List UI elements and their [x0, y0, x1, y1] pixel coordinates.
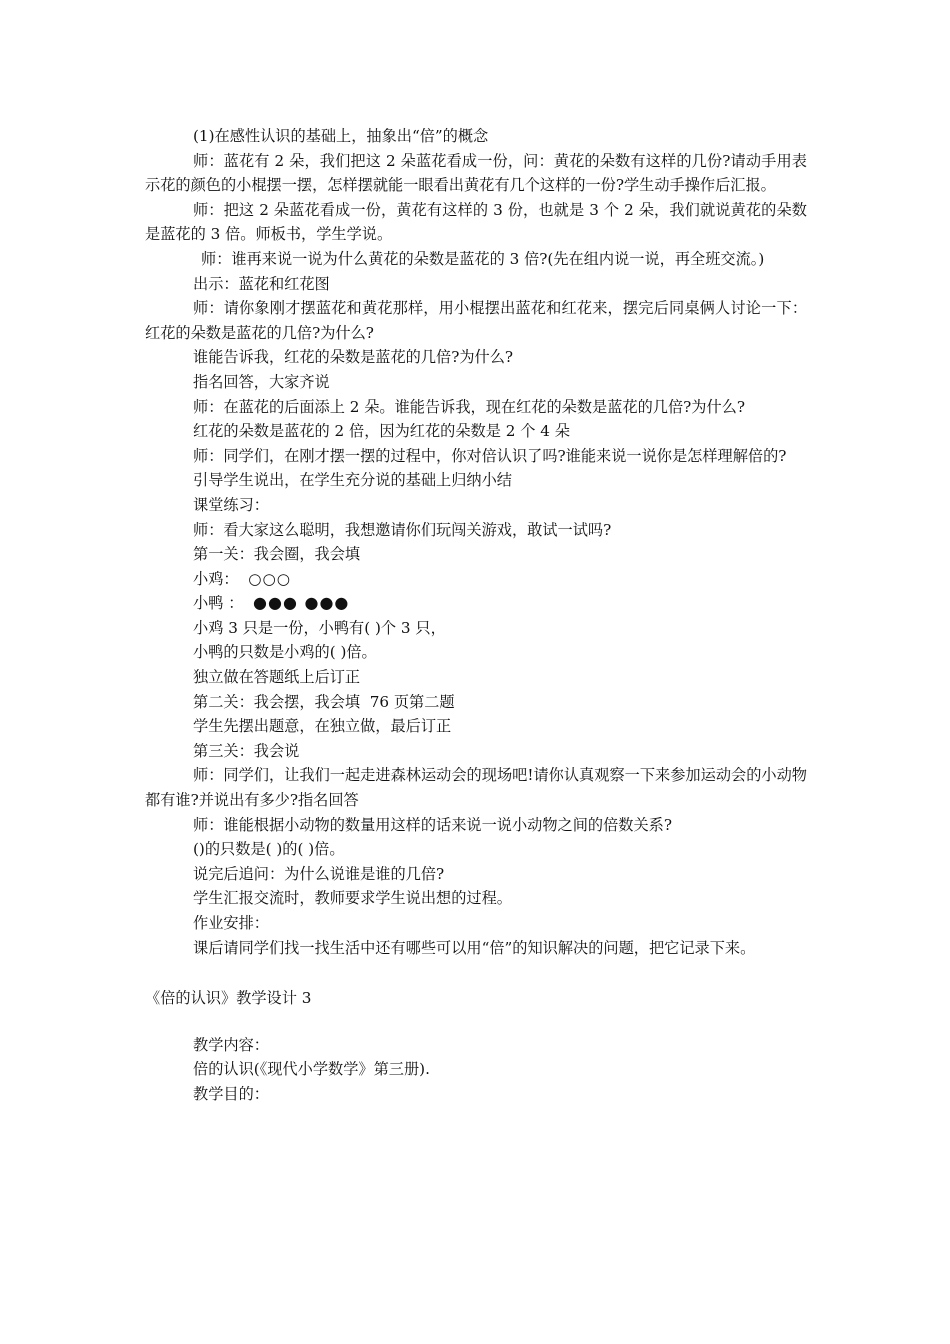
paragraph: 师：谁再来说一说为什么黄花的朵数是蓝花的 3 倍?(先在组内说一说，再全班交流。): [201, 249, 765, 268]
paragraph: 师：蓝花有 2 朵，我们把这 2 朵蓝花看成一份，问：黄花的朵数有这样的几份?请动手用表示花的颜色的小棍摆一摆，怎样摆就能一眼看出黄花有几个这样的一份?学生动手操作后汇报。: [145, 151, 807, 195]
paragraph: 第三关：我会说: [193, 741, 300, 760]
paragraph: 独立做在答题纸上后订正: [193, 668, 361, 687]
paragraph: 倍的认识(《现代小学数学》第三册).: [193, 1060, 430, 1079]
paragraph: 师：把这 2 朵蓝花看成一份，黄花有这样的 3 份，也就是 3 个 2 朵，我们就说黄花的朵数是蓝花的 3 倍。师板书，学生学说。: [145, 200, 807, 244]
paragraph: 引导学生说出，在学生充分说的基础上归纳小结: [193, 471, 512, 490]
duck-label: 小鸭 ：: [193, 594, 244, 613]
paragraph: 红花的朵数是蓝花的 2 倍，因为红花的朵数是 2 个 4 朵: [193, 422, 570, 441]
paragraph: 说完后追问：为什么说谁是谁的几倍?: [193, 864, 445, 883]
chick-line: [145, 567, 807, 592]
paragraph: 作业安排：: [193, 914, 269, 932]
paragraph: ()的只数是( )的( )倍。: [193, 840, 345, 859]
paragraph: 师：看大家这么聪明，我想邀请你们玩闯关游戏，敢试一试吗?: [193, 520, 612, 539]
paragraph: (1)在感性认识的基础上，抽象出“倍”的概念: [193, 127, 489, 145]
section-title: 《倍的认识》教学设计 3: [145, 989, 312, 1008]
paragraph: 小鸡 3 只是一份，小鸭有( )个 3 只，: [193, 618, 446, 637]
duck-line: [145, 591, 807, 616]
paragraph: 第二关：我会摆，我会填 76 页第二题: [193, 692, 455, 711]
paragraph: 谁能告诉我，红花的朵数是蓝花的几倍?为什么?: [193, 348, 514, 367]
paragraph: 师：在蓝花的后面添上 2 朵。谁能告诉我，现在红花的朵数是蓝花的几倍?为什么?: [193, 397, 745, 416]
chick-label: 小鸡：: [193, 569, 239, 588]
paragraph: 第一关：我会圈，我会填: [193, 545, 361, 564]
paragraph: 课后请同学们找一找生活中还有哪些可以用“倍”的知识解决的问题，把它记录下来。: [193, 938, 756, 957]
paragraph: 指名回答，大家齐说: [193, 372, 330, 391]
paragraph: 师：同学们，在刚才摆一摆的过程中，你对倍认识了吗?谁能来说一说你是怎样理解倍的?: [193, 446, 787, 465]
paragraph: 师：谁能根据小动物的数量用这样的话来说一说小动物之间的倍数关系?: [193, 815, 672, 834]
paragraph: 师：同学们，让我们一起走进森林运动会的现场吧!请你认真观察一下来参加运动会的小动物都有谁?并说出有多少?指名回答: [145, 766, 807, 810]
paragraph: 师：请你象刚才摆蓝花和黄花那样，用小棍摆出蓝花和红花来，摆完后同桌俩人讨论一下：红花的朵数是蓝花的几倍?为什么?: [145, 299, 807, 342]
paragraph: 教学内容：: [193, 1035, 269, 1054]
chick-symbols: ○○○: [248, 569, 291, 588]
paragraph: 教学目的：: [193, 1084, 269, 1103]
paragraph: 小鸭的只数是小鸡的( )倍。: [193, 643, 377, 662]
duck-symbols: ●●● ●●●: [253, 593, 350, 613]
paragraph: 课堂练习：: [193, 495, 269, 514]
document-body: [145, 124, 807, 1107]
paragraph: 出示：蓝花和红花图: [193, 274, 330, 293]
spacer: [145, 960, 807, 986]
paragraph: 学生先摆出题意，在独立做，最后订正: [193, 717, 452, 736]
paragraph: 学生汇报交流时，教师要求学生说出想的过程。: [193, 889, 512, 908]
spacer: [145, 1011, 807, 1033]
